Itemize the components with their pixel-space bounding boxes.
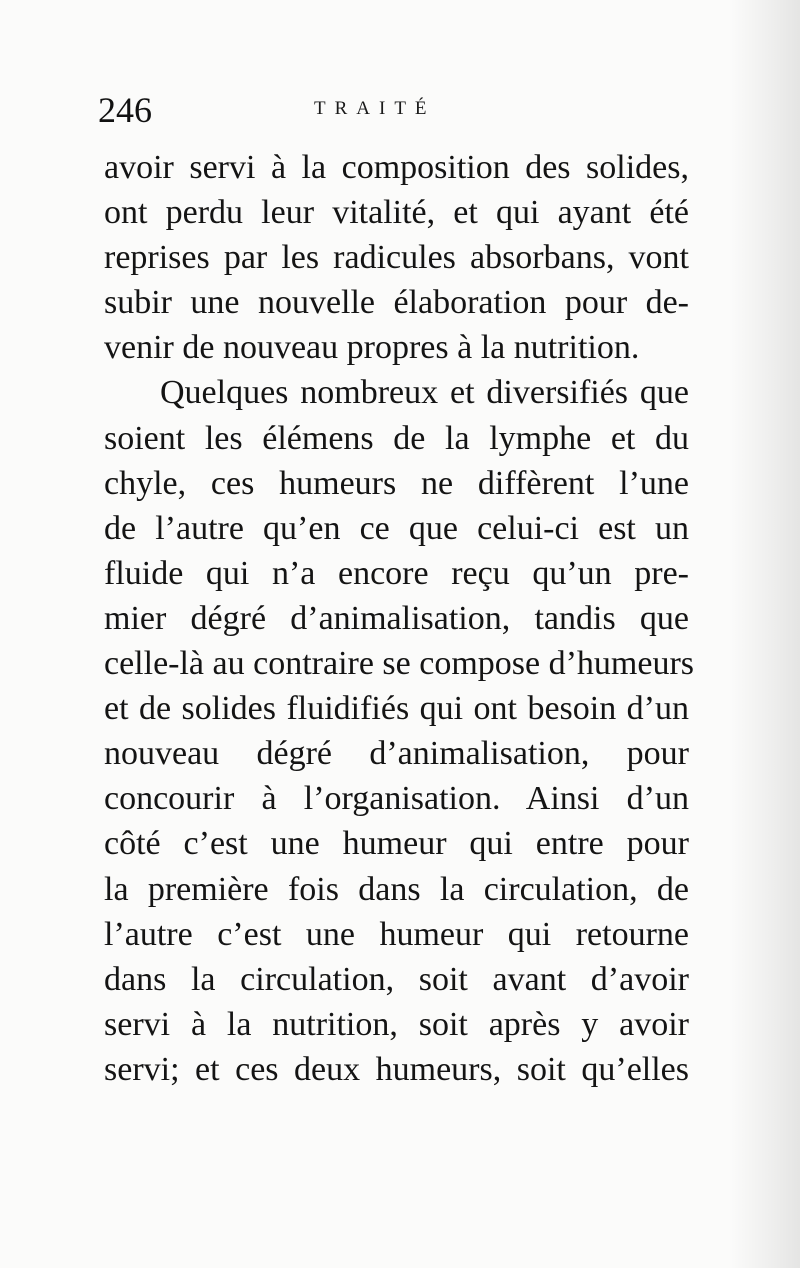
text-line: de l’autre qu’en ce que celui-ci est un — [104, 509, 689, 547]
text-line: la première fois dans la circulation, de — [104, 870, 689, 908]
text-line: dans la circulation, soit avant d’avoir — [104, 960, 689, 998]
text-line: concourir à l’organisation. Ainsi d’un — [104, 780, 689, 818]
text-line: soient les élémens de la lymphe et du — [104, 419, 689, 457]
paragraph-first-line: Quelques nombreux et diversifiés que — [160, 374, 689, 412]
text-line: servi; et ces deux humeurs, soit qu’elles — [104, 1050, 689, 1088]
text-line: nouveau dégré d’animalisation, pour — [104, 735, 689, 773]
page-number: 246 — [98, 90, 152, 130]
text-line: avoir servi à la composition des solides, — [104, 149, 689, 186]
text-line: celle-là au contraire se compose d’humeurs — [104, 645, 695, 683]
text-line: chyle, ces humeurs ne diffèrent l’une — [104, 464, 689, 502]
running-title: TRAITÉ — [314, 98, 436, 119]
text-line: fluide qui n’a encore reçu qu’un pre- — [104, 554, 689, 592]
text-line: ont perdu leur vitalité, et qui ayant été — [104, 194, 689, 232]
text-line: et de solides fluidifiés qui ont besoin d’un — [104, 690, 689, 728]
text-line: reprises par les radicules absorbans, vont — [104, 239, 689, 277]
page-edge-shadow — [730, 0, 800, 1268]
text-line: mier dégré d’animalisation, tandis que — [104, 599, 689, 637]
body-text — [104, 145, 695, 1092]
page-header — [98, 88, 690, 132]
text-line: subir une nouvelle élaboration pour de- — [104, 284, 689, 322]
text-line: servi à la nutrition, soit après y avoir — [104, 1005, 689, 1043]
text-line: côté c’est une humeur qui entre pour — [104, 825, 689, 863]
text-line: l’autre c’est une humeur qui retourne — [104, 915, 689, 953]
text-line: venir de nouveau propres à la nutrition. — [104, 329, 640, 367]
